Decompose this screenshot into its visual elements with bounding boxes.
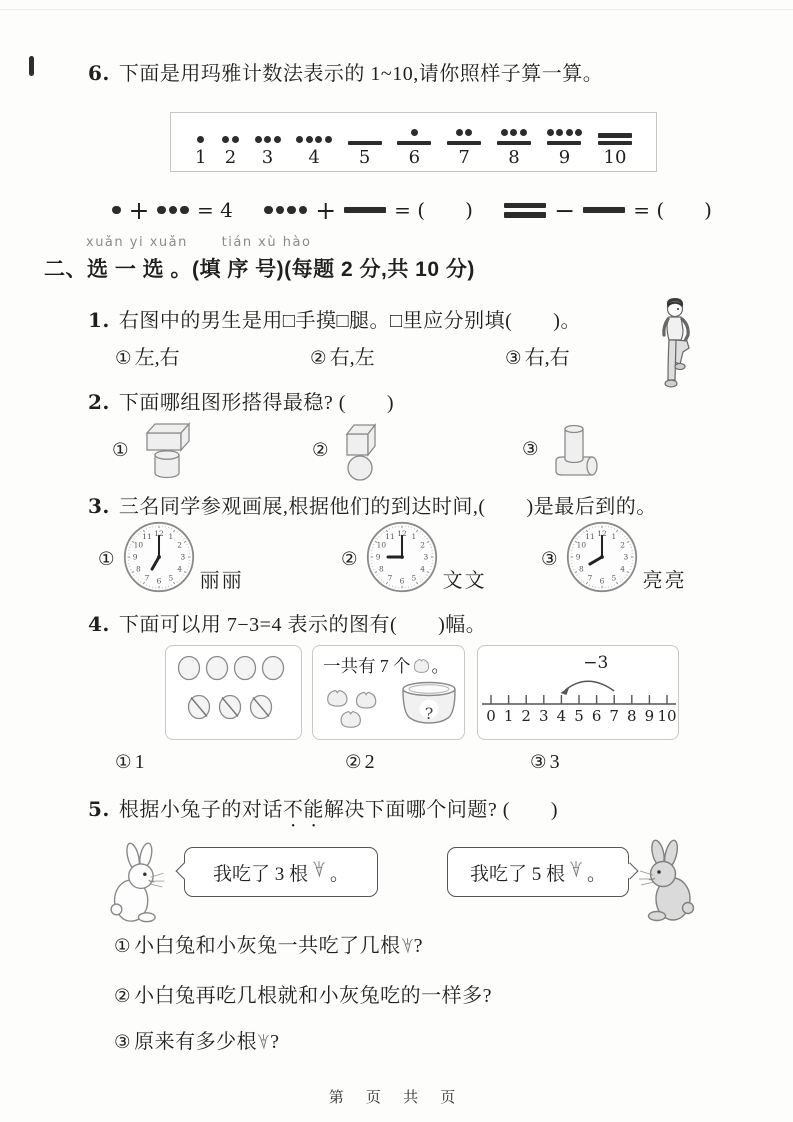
maya-numeral: 10 [598, 123, 632, 168]
question-1 [88, 307, 581, 334]
maya-equation-addition: + = ( ) [264, 196, 473, 225]
maya-numeral: 9 [547, 123, 583, 168]
svg-text:6: 6 [156, 576, 161, 586]
question-5-text-before: 根据小兔子的对话 [118, 799, 283, 821]
maya-numeral: 4 [296, 123, 332, 168]
q5-sub-1-suffix: ? [413, 935, 423, 957]
svg-text:11: 11 [584, 532, 595, 542]
svg-text:12: 12 [396, 528, 407, 538]
svg-text:10: 10 [657, 707, 677, 725]
svg-text:4: 4 [176, 564, 182, 574]
maya-numeral: 3 [255, 123, 281, 168]
circled-2: ② [341, 549, 358, 570]
cylinder-on-cylinder-shape [548, 417, 604, 481]
svg-text:1: 1 [168, 532, 173, 542]
question-2 [88, 389, 394, 416]
q4-option-2-label: 2 [364, 751, 375, 773]
carrot-icon [312, 860, 326, 884]
svg-text:3: 3 [423, 552, 428, 562]
bubble-2-period: 。 [587, 863, 607, 885]
question-1-number: 1. [88, 308, 110, 332]
white-rabbit-bubble [184, 847, 378, 897]
circled-3: ③ [505, 348, 522, 369]
q5-sub-2-text: 小白兔再吃几根就和小灰兔吃的一样多? [134, 985, 492, 1007]
svg-text:7: 7 [387, 573, 392, 583]
q1-option-1-label: 左,右 [134, 347, 180, 369]
section-pinyin: xuǎn yi xuǎn tián xù hào [86, 235, 312, 250]
svg-text:9: 9 [644, 707, 655, 725]
maya-equation-subtraction: − = ( ) [504, 196, 712, 225]
svg-text:0: 0 [486, 707, 496, 725]
question-4 [88, 611, 486, 638]
grey-rabbit-figure [633, 836, 699, 933]
svg-text:5: 5 [168, 573, 173, 583]
question-6 [88, 60, 603, 87]
circled-1: ① [115, 752, 132, 773]
basket-question-mark: ? [424, 704, 434, 723]
svg-text:6: 6 [399, 576, 404, 586]
q4-picture-3-numberline [477, 645, 679, 740]
q1-option-3 [505, 341, 570, 370]
scan-artifact-line [0, 9, 793, 10]
question-5-number: 5. [88, 797, 110, 821]
cube-on-sphere-shape [338, 417, 384, 483]
circled-1: ① [115, 348, 132, 369]
svg-text:10: 10 [576, 540, 586, 550]
circled-3: ③ [114, 1032, 132, 1053]
q3-option-3 [541, 520, 687, 599]
page-footer: 第 页 共 页 [328, 1089, 465, 1106]
svg-text:7: 7 [144, 573, 149, 583]
maya-equations [112, 188, 712, 232]
q5-sub-1-text: 小白兔和小灰兔一共吃了几根 [134, 935, 401, 957]
question-1-text: 右图中的男生是用□手摸□腿。□里应分别填( )。 [118, 310, 581, 332]
svg-text:11: 11 [384, 532, 395, 542]
q1-option-1 [115, 341, 180, 370]
q4-picture-2-peaches [312, 645, 465, 740]
q5-sub-3-text: 原来有多少根 [134, 1031, 258, 1053]
q1-option-3-label: 右,右 [524, 347, 570, 369]
scan-artifact-mark [29, 56, 34, 76]
svg-text:8: 8 [135, 564, 141, 574]
svg-text:2: 2 [521, 707, 531, 725]
circled-1: ① [112, 439, 129, 461]
caption-period: 。 [431, 656, 449, 676]
svg-text:10: 10 [133, 540, 143, 550]
q4-option-3-label: 3 [549, 751, 560, 773]
svg-text:3: 3 [539, 707, 549, 725]
q2-options [0, 417, 793, 493]
svg-text:4: 4 [619, 564, 625, 574]
svg-text:1: 1 [611, 532, 616, 542]
question-2-number: 2. [88, 390, 110, 414]
question-6-number: 6. [88, 61, 110, 85]
question-5-text-after: 解决下面哪个问题? ( ) [323, 799, 559, 821]
question-6-text: 下面是用玛雅计数法表示的 1~10,请你照样子算一算。 [118, 63, 604, 85]
svg-text:2: 2 [176, 540, 182, 550]
bubble-1-period: 。 [330, 863, 350, 885]
maya-table [170, 112, 657, 172]
maya-numeral: 8 [497, 123, 531, 168]
bubble-tail [175, 863, 192, 880]
svg-text:11: 11 [141, 532, 152, 542]
q5-sub-question-3 [114, 1025, 279, 1056]
circled-2: ② [114, 986, 132, 1007]
q2-option-3 [522, 417, 604, 481]
svg-text:5: 5 [574, 707, 584, 725]
circled-2: ② [310, 348, 327, 369]
student-name: 丽丽 [199, 570, 244, 592]
svg-text:6: 6 [599, 576, 604, 586]
carrot-icon [401, 937, 414, 960]
svg-text:8: 8 [378, 564, 384, 574]
q1-option-2 [310, 341, 375, 370]
svg-text:9: 9 [375, 552, 381, 562]
svg-text:2: 2 [419, 540, 425, 550]
question-3 [88, 493, 657, 520]
q4-option-1-label: 1 [134, 751, 145, 773]
svg-text:9: 9 [132, 552, 138, 562]
maya-numeral: 2 [222, 123, 239, 168]
cuboid-on-cylinder-shape [138, 417, 196, 483]
bubble-2-text: 我吃了 5 根 [469, 863, 565, 885]
clock-liangliang [565, 520, 639, 599]
svg-text:4: 4 [419, 564, 425, 574]
circled-3: ③ [530, 752, 547, 773]
svg-text:3: 3 [180, 552, 185, 562]
circled-1: ① [98, 549, 115, 570]
circled-3: ③ [541, 549, 558, 570]
svg-text:10: 10 [376, 540, 386, 550]
peach-icon [413, 658, 430, 674]
svg-text:5: 5 [411, 573, 416, 583]
svg-text:9: 9 [575, 552, 581, 562]
q5-sub-question-2 [114, 979, 492, 1008]
q5-sub-3-suffix: ? [270, 1031, 280, 1053]
carrot-icon [569, 860, 583, 884]
clock-lili [122, 520, 196, 599]
q5-sub-question-1 [114, 929, 423, 960]
q4-options [0, 751, 793, 785]
svg-text:4: 4 [556, 707, 567, 725]
circled-3: ③ [522, 438, 539, 460]
q3-option-2 [341, 520, 487, 599]
peaches-caption [313, 646, 464, 678]
circled-1: ① [114, 936, 132, 957]
question-5-emphasized: 不能 [282, 799, 324, 821]
svg-text:8: 8 [578, 564, 584, 574]
svg-text:7: 7 [609, 707, 619, 725]
svg-text:1: 1 [503, 707, 514, 725]
student-name: 文文 [442, 570, 487, 592]
q4-option-2 [345, 751, 375, 774]
peaches-body [313, 678, 464, 736]
question-4-number: 4. [88, 612, 110, 636]
number-line [480, 650, 678, 743]
q3-clocks-row [0, 520, 793, 604]
circles-diagram [172, 652, 294, 734]
clock-wenwen [365, 520, 439, 599]
q2-option-2 [312, 417, 384, 483]
q4-picture-1-circles [165, 645, 302, 740]
maya-numeral: 5 [348, 123, 382, 168]
question-3-number: 3. [88, 494, 110, 518]
svg-text:2: 2 [619, 540, 625, 550]
maya-numeral: 7 [447, 123, 481, 168]
q3-option-1 [98, 520, 244, 599]
grey-rabbit-bubble [447, 847, 629, 897]
three-peaches [321, 680, 392, 736]
section-title: 二、选 一 选 。(填 序 号)(每题 2 分,共 10 分) [44, 258, 475, 281]
svg-text:12: 12 [153, 528, 164, 538]
q4-option-1 [115, 751, 145, 774]
svg-text:1: 1 [411, 532, 416, 542]
basket [400, 680, 458, 731]
question-5 [88, 796, 558, 832]
student-name: 亮亮 [642, 570, 687, 592]
question-3-text: 三名同学参观画展,根据他们的到达时间,( )是最后到的。 [118, 496, 657, 518]
question-2-text: 下面哪组图形搭得最稳? ( ) [118, 392, 395, 414]
svg-text:−3: −3 [583, 653, 609, 673]
boy-figure [650, 296, 702, 397]
maya-equation-example: + = 4 [112, 196, 233, 225]
question-4-text: 下面可以用 7−3=4 表示的图有( )幅。 [118, 614, 487, 636]
maya-numeral: 6 [397, 123, 431, 168]
svg-text:6: 6 [591, 707, 602, 725]
svg-text:8: 8 [627, 707, 637, 725]
caption-text: 一共有 7 个 [323, 656, 411, 676]
maya-numeral: 1 [195, 123, 206, 168]
circled-2: ② [345, 752, 362, 773]
bubble-1-text: 我吃了 3 根 [212, 863, 308, 885]
circled-2: ② [312, 439, 329, 461]
q2-option-1 [112, 417, 196, 483]
q1-option-2-label: 右,左 [329, 347, 375, 369]
svg-text:7: 7 [587, 573, 592, 583]
svg-text:5: 5 [611, 573, 616, 583]
svg-text:12: 12 [596, 528, 607, 538]
white-rabbit-figure [105, 840, 171, 933]
carrot-icon [257, 1033, 270, 1056]
q4-option-3 [530, 751, 560, 774]
svg-text:3: 3 [623, 552, 628, 562]
